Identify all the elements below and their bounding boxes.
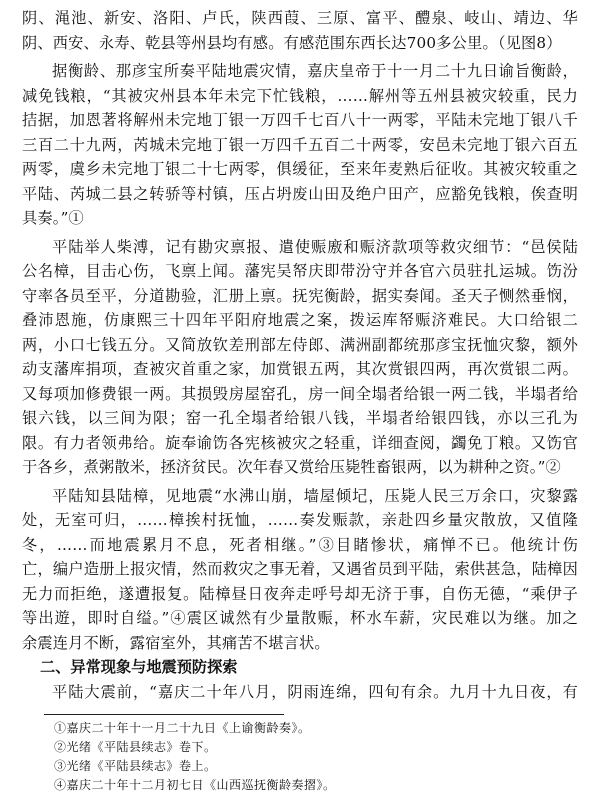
- text-line: 减免钱粮，“其被灾州县本年未完下忙钱粮，……解州等五州县被灾较重，民力: [22, 86, 578, 105]
- text-line: 叠沛恩施，仿康熙三十四年平阳府地震之案，拨运库帑赈济难民。大口给银二: [22, 311, 578, 329]
- text-line: 处，无室可归，……樟挨村抚恤，……奏发赈款，亲赴四乡量灾散放，又值隆: [22, 511, 578, 529]
- text-line: 公名樟，目击心伤，飞禀上闻。藩宪吴帑庆即带汾守并各官六员驻扎运城。饬汾: [22, 262, 578, 280]
- text-line: 银六钱，以三间为限；窑一孔全塌者给银八钱，半塌者给银四钱，亦以三孔为: [22, 409, 578, 427]
- text-line: 平陆、芮城二县之转骄等村镇，压占坍废山田及绝户田产，应豁免钱粮，俟查明: [22, 184, 578, 203]
- text-line: 据衡龄、那彦宝所奏平陆地震灾情，嘉庆皇帝于十一月二十九日谕旨衡龄，: [52, 62, 578, 80]
- text-line: 限。有力者领弗给。旋奉谕饬各宪核被灾之轻重，详细查阅，蠲免丁粮。又饬官: [22, 433, 578, 452]
- text-line: 平陆知县陆樟，见地震“水沸山崩，墙屋倾圮，压毙人民三万余口，灾黎露: [52, 486, 578, 505]
- text-line: 又每项加修费银一两。其损毁房屋窑孔，房一间全塌者给银一两二钱，半塌者给: [22, 384, 578, 403]
- text-line: 无力而拒绝，遂遭报复。陆樟昼日夜奔走呼号却无济于事，自伤无德，“乘伊子: [22, 584, 578, 603]
- paragraph-precursors: [22, 680, 578, 705]
- footnote-divider: [44, 714, 284, 715]
- text-line: 两零，虞乡未完地丁银二十七两零，俱缓征，至来年麦熟后征收。其被灾较重之: [22, 160, 578, 178]
- footnote: ①嘉庆二十年十一月二十九日《上谕衡龄奏》。: [54, 721, 311, 735]
- text-line: 平陆举人柴溥，记有勘灾禀报、遣使赈廒和赈济款项等救灾细节：“邑侯陆: [52, 237, 578, 256]
- footnote: ④嘉庆二十年十二月初七日《山西巡抚衡龄奏摺》。: [54, 778, 336, 792]
- text-line: 余震连月不断，露宿室外，其痛苦不堪言状。: [22, 633, 330, 652]
- text-line: 于各乡，煮粥散米，拯济贫民。次年春又赏给压毙牲畜银两，以为耕种之资。”②: [22, 458, 561, 476]
- footnotes: [22, 719, 578, 795]
- text-line: 守率各员至平，分道勘验，汇册上禀。抚宪衡龄，据实奏闻。圣天子恻然垂悯，: [22, 286, 578, 305]
- paragraph-magistrate-lu: [22, 484, 578, 656]
- text-line: 拮据，加恩著将解州未完地丁银一万四千七百八十一两零，平陆未完地丁银八千: [22, 111, 578, 129]
- text-line: 等出遊，即时自缢。”④震区诚然有少量散赈，杯水车薪，灾民难以为继。加之: [22, 609, 578, 627]
- text-line: 具奏。”①: [22, 209, 84, 227]
- footnote: ②光绪《平陆县续志》卷下。: [54, 740, 217, 754]
- text-line: 阴、西安、永寿、乾县等州县均有感。有感范围东西长达700多公里。（见图8）: [22, 33, 562, 52]
- section-heading: 二、异常现象与地震预防探索: [40, 658, 238, 676]
- paragraph-relief-details: [22, 235, 578, 480]
- paragraph-imperial-edict: [22, 59, 578, 231]
- footnote: ③光绪《平陆县续志》卷上。: [54, 759, 217, 773]
- text-line: 冬，……而地震累月不息，死者相继。”③目睹惨状，痛惮不已。他统计伤: [22, 535, 578, 554]
- text-line: 平陆大震前，“嘉庆二十年八月，阴雨连绵，四旬有余。九月十九日夜，有: [52, 682, 578, 701]
- paragraph-felt-area: [22, 6, 578, 55]
- text-line: 亡，编户造册上报灾情，然而救灾之事无着，又遇省员到平陆，索供甚急，陆樟因: [22, 560, 578, 578]
- text-line: 阴、渑池、新安、洛阳、卢氏，陕西葭、三原、富平、醴泉、岐山、靖边、华: [22, 9, 578, 27]
- text-line: 两，小口七钱五分。又简放钦差刑部左侍郎、满洲副都统那彦宝抚恤灾黎，额外: [22, 335, 578, 354]
- text-line: 动支藩库捐项，查被灾首重之家，加赏银五两，其次赏银四两，再次赏银二两。: [22, 360, 578, 378]
- text-line: 三百二十九两，芮城未完地丁银一万四千五百二十两零，安邑未完地丁银六百五: [22, 135, 578, 154]
